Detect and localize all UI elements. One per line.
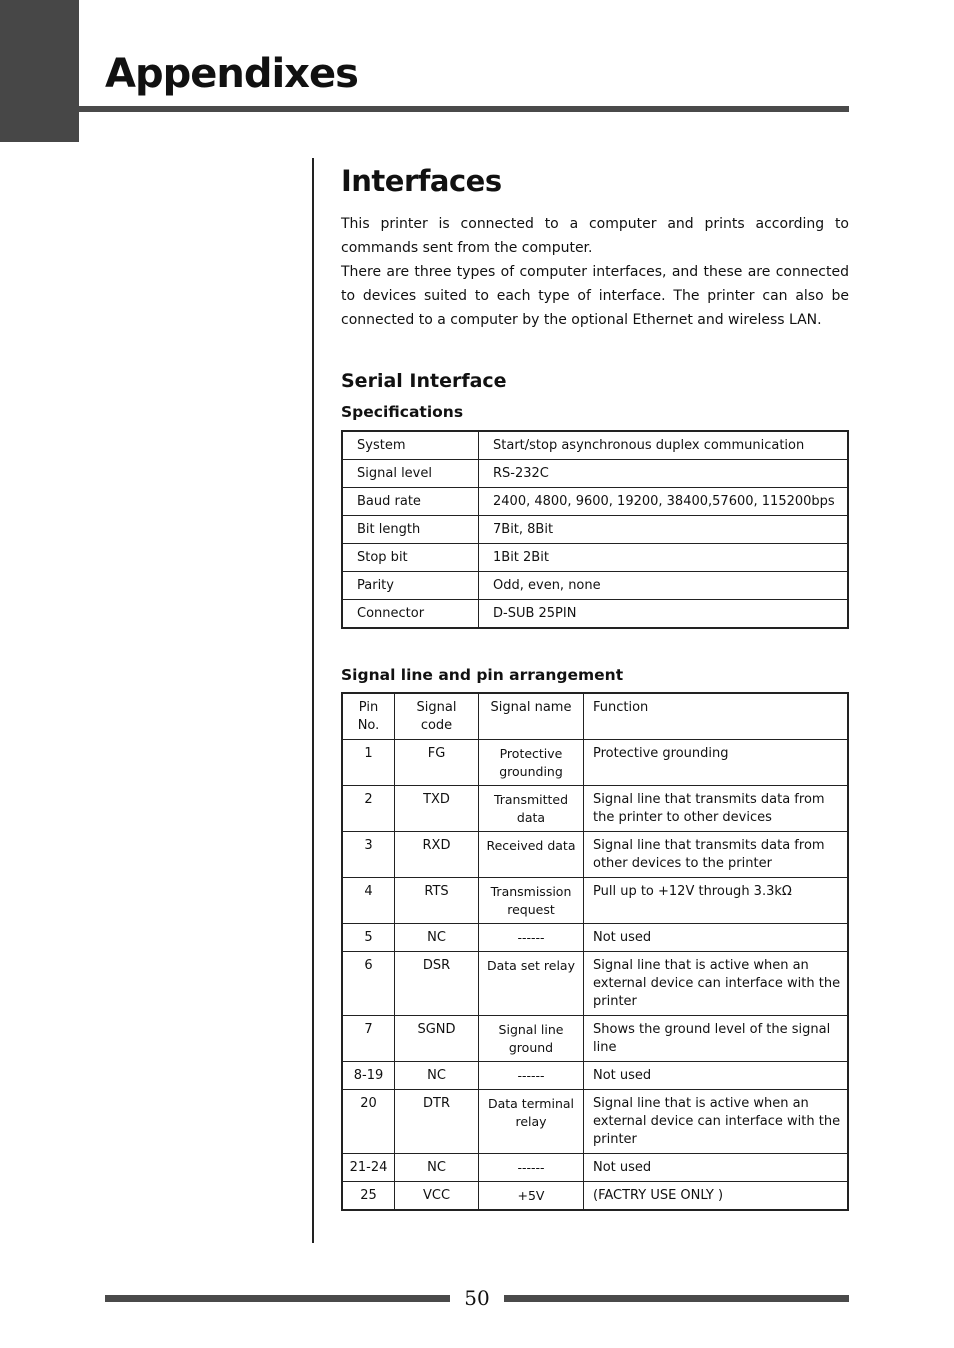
- footer-rule-left: [105, 1295, 450, 1302]
- signal-code: NC: [395, 924, 479, 952]
- column-header-name: Signal name: [479, 693, 584, 740]
- pin-arrangement-table: [341, 692, 849, 1211]
- table-row: [342, 488, 848, 516]
- signal-function: Signal line that is active when an external device can interface with the printer: [584, 952, 849, 1016]
- pin-number: 5: [342, 924, 395, 952]
- signal-code: NC: [395, 1154, 479, 1182]
- specifications-heading: Specifications: [341, 403, 464, 421]
- signal-code: FG: [395, 740, 479, 786]
- table-row: [342, 832, 848, 878]
- signal-name: Transmitted data: [479, 786, 584, 832]
- pin-number: 1: [342, 740, 395, 786]
- table-row: [342, 572, 848, 600]
- margin-divider: [312, 158, 314, 1243]
- spec-key: System: [342, 431, 479, 460]
- spec-value: 7Bit, 8Bit: [479, 516, 849, 544]
- table-row: [342, 1062, 848, 1090]
- column-header-pin: Pin No.: [342, 693, 395, 740]
- signal-code: SGND: [395, 1016, 479, 1062]
- intro-text: [341, 212, 849, 332]
- intro-paragraph: There are three types of computer interfaces, and these are connected to devices suited to each type of interface. The printer can also be connected to a computer by the optional Ethernet and wireless LAN.: [341, 264, 849, 328]
- table-row: [342, 544, 848, 572]
- table-row: [342, 1182, 848, 1211]
- column-header-code: Signal code: [395, 693, 479, 740]
- spec-value: RS-232C: [479, 460, 849, 488]
- spec-value: Odd, even, none: [479, 572, 849, 600]
- specifications-table: [341, 430, 849, 629]
- table-row: [342, 1090, 848, 1154]
- signal-function: Signal line that transmits data from the printer to other devices: [584, 786, 849, 832]
- pin-number: 8-19: [342, 1062, 395, 1090]
- signal-function: Not used: [584, 1062, 849, 1090]
- chapter-rule: [79, 106, 849, 112]
- signal-code: DTR: [395, 1090, 479, 1154]
- table-row: [342, 952, 848, 1016]
- spec-value: Start/stop asynchronous duplex communication: [479, 431, 849, 460]
- section-title: Interfaces: [341, 164, 502, 198]
- chapter-tab-block: [0, 0, 79, 142]
- signal-function: Protective grounding: [584, 740, 849, 786]
- signal-name: ------: [479, 1154, 584, 1182]
- spec-key: Signal level: [342, 460, 479, 488]
- pin-number: 7: [342, 1016, 395, 1062]
- signal-name: Signal line ground: [479, 1016, 584, 1062]
- signal-function: Signal line that is active when an external device can interface with the printer: [584, 1090, 849, 1154]
- table-row: [342, 1016, 848, 1062]
- column-header-function: Function: [584, 693, 849, 740]
- signal-name: ------: [479, 1062, 584, 1090]
- table-row: [342, 460, 848, 488]
- spec-key: Connector: [342, 600, 479, 629]
- pin-arrangement-heading: Signal line and pin arrangement: [341, 666, 624, 684]
- signal-function: (FACTRY USE ONLY ): [584, 1182, 849, 1211]
- spec-key: Parity: [342, 572, 479, 600]
- pin-number: 3: [342, 832, 395, 878]
- footer-rule-right: [504, 1295, 849, 1302]
- page-number: 50: [464, 1286, 490, 1310]
- signal-code: NC: [395, 1062, 479, 1090]
- spec-value: D-SUB 25PIN: [479, 600, 849, 629]
- signal-name: Protective grounding: [479, 740, 584, 786]
- signal-code: VCC: [395, 1182, 479, 1211]
- spec-key: Baud rate: [342, 488, 479, 516]
- signal-code: TXD: [395, 786, 479, 832]
- signal-name: Transmission request: [479, 878, 584, 924]
- signal-function: Not used: [584, 924, 849, 952]
- spec-value: 2400, 4800, 9600, 19200, 38400,57600, 115200bps: [479, 488, 849, 516]
- table-header-row: [342, 693, 848, 740]
- signal-name: Data terminal relay: [479, 1090, 584, 1154]
- signal-code: RTS: [395, 878, 479, 924]
- signal-function: Signal line that transmits data from other devices to the printer: [584, 832, 849, 878]
- spec-key: Bit length: [342, 516, 479, 544]
- table-row: [342, 1154, 848, 1182]
- serial-interface-title: Serial Interface: [341, 370, 507, 392]
- table-row: [342, 600, 848, 629]
- spec-key: Stop bit: [342, 544, 479, 572]
- signal-function: Pull up to +12V through 3.3kΩ: [584, 878, 849, 924]
- spec-value: 1Bit 2Bit: [479, 544, 849, 572]
- pin-number: 21-24: [342, 1154, 395, 1182]
- pin-number: 2: [342, 786, 395, 832]
- pin-number: 6: [342, 952, 395, 1016]
- table-row: [342, 924, 848, 952]
- signal-code: DSR: [395, 952, 479, 1016]
- signal-name: Data set relay: [479, 952, 584, 1016]
- table-row: [342, 740, 848, 786]
- intro-paragraph: This printer is connected to a computer and prints according to commands sent from the computer.: [341, 216, 849, 256]
- signal-function: Shows the ground level of the signal line: [584, 1016, 849, 1062]
- pin-number: 20: [342, 1090, 395, 1154]
- main-content: [341, 160, 849, 1211]
- table-row: [342, 786, 848, 832]
- table-row: [342, 431, 848, 460]
- chapter-title: Appendixes: [105, 51, 358, 97]
- signal-name: +5V: [479, 1182, 584, 1211]
- signal-name: Received data: [479, 832, 584, 878]
- signal-function: Not used: [584, 1154, 849, 1182]
- table-row: [342, 516, 848, 544]
- pin-number: 4: [342, 878, 395, 924]
- signal-name: ------: [479, 924, 584, 952]
- signal-code: RXD: [395, 832, 479, 878]
- table-row: [342, 878, 848, 924]
- pin-number: 25: [342, 1182, 395, 1211]
